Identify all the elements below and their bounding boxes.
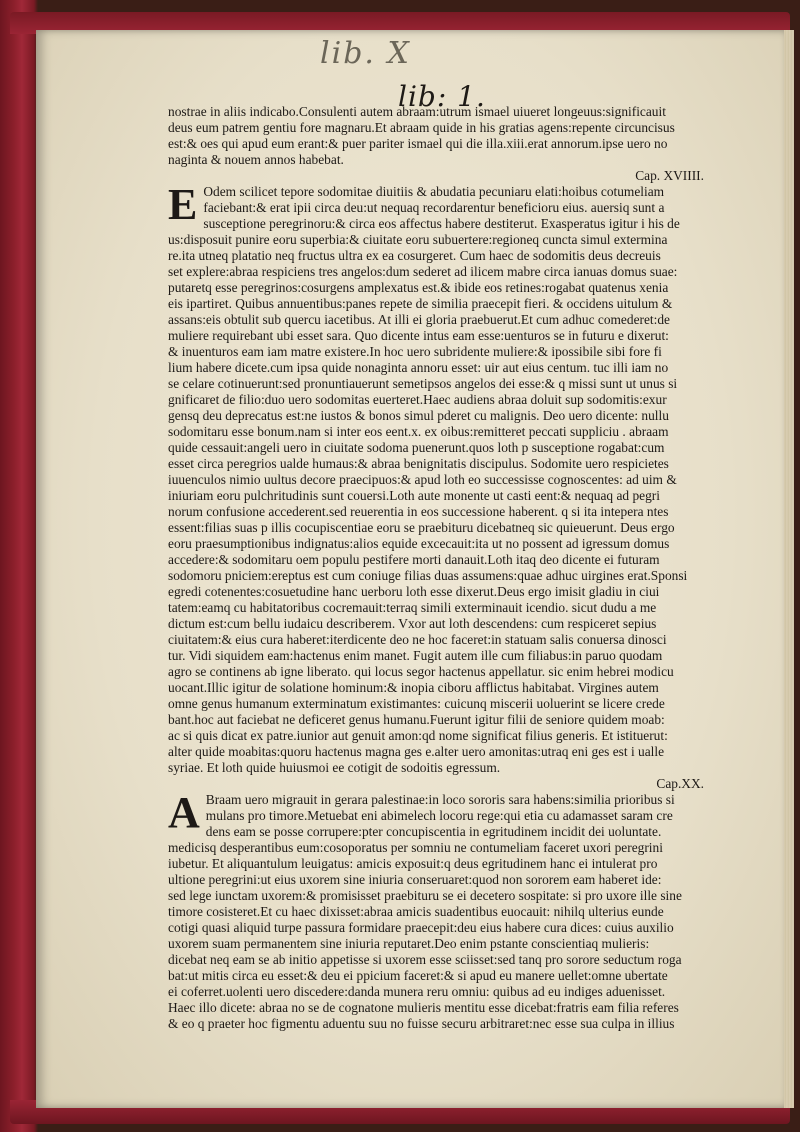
chapter-heading-19: Cap. XVIIII. <box>635 168 704 183</box>
chapter-heading-19-line <box>168 168 728 184</box>
text-line: & eo q praeter hoc figmentu aduentu suu no fuisse securu arbitraret:nec esse sua culpa in illius <box>168 1016 675 1031</box>
text-line: dictum est:cum bellu iudaicu describerem. Vxor aut loth descendens: cum respiceret sepius <box>168 616 657 631</box>
text-line: faciebant:& erat ipii circa deu:ut nequaq recordarentur beneficioru eius. auersiq sunt a <box>203 200 665 215</box>
text-block-1 <box>168 104 728 168</box>
text-line: susceptione peregrinoru:& circa eos affectus habere destiterut. Exasperatus igitur i his de <box>203 216 680 231</box>
text-line: dicebat neq eam se ab initio appetisse si uxorem esse sciisset:sed tanq pro sorore seductum roga <box>168 952 682 967</box>
text-line: gnificaret de filio:duo uero sodomitas euerteret.Haec audiens abraa doluit sup sodomitis:exur <box>168 392 667 407</box>
text-line: iuuenculos nimio uultus decore praecipuos:& apud loth eo successisse cognoscentes: ad uim & <box>168 472 677 487</box>
chapter-heading-20: Cap.XX. <box>656 776 704 791</box>
text-line: timore cosisteret.Et cu haec dixisset:abraa amicis suadentibus euocauit: nihilq ulterius eunde <box>168 904 664 919</box>
page-edges <box>784 30 794 1108</box>
page-text <box>168 104 728 1032</box>
text-line: re.ita utneq platatio neq fructus ultra ex ea cosurgeret. Cum haec de sodomitis deus decreuis <box>168 248 661 263</box>
text-line: uxorem suam permanentem sine iniuria reputaret.Deo enim pstante conscientiaq mulieris: <box>168 936 650 951</box>
text-line: tur. Vidi siquidem eam:hactenus enim manet. Fugit autem ille cum filiabus:in paruo quodam <box>168 648 663 663</box>
text-line: eis ipartiret. Quibus annuentibus:panes repete de similia praecepit fieri. & occidens uitulum & <box>168 296 673 311</box>
text-line: agro se continens ab igne liberato. qui locus segor hactenus appellatur. sic enim hebrei modicu <box>168 664 674 679</box>
text-line: tatem:eamq cu habitatoribus cocremauit:terraq simili exterminauit icendio. sicut dudu a me <box>168 600 657 615</box>
text-line: set explere:abraa respiciens tres angelos:dum sederet ad ilicem mabre circa ianuas domus suae: <box>168 264 678 279</box>
text-line: egredi cotenentes:cosuetudine hanc uerboru loth esse dixerut.Deus ergo imisit gladiu in ciui <box>168 584 660 599</box>
text-block-2 <box>168 180 728 776</box>
chapter-20-body <box>168 788 728 1032</box>
text-line: cotigi quasi aliquid turpe passura formidare praecepit:deu eius habere cura dices: cuius auxilio <box>168 920 674 935</box>
text-line: ac si quis dicat ex patre.iunior aut genuit amon:qd nome significat filius generis. Et istituerut: <box>168 728 668 743</box>
text-line: accedere:& sodomitaru oem populu pestifere morti danauit.Loth itaq deo dicente ei futuram <box>168 552 660 567</box>
text-line: iniuriam eoru pulchritudinis sunt couersi.Loth aute monente ut casti eent:& nequaq ad pegri <box>168 488 660 503</box>
text-line: sodomoru pniciem:ereptus est cum coniuge filias duas assumens:quae adhuc uirgines erat.Sponsi <box>168 568 688 583</box>
text-line: bant.hoc aut faciebat ne deficeret genus humanu.Fuerunt igitur filii de seniore quidem moab: <box>168 712 665 727</box>
folio-header: lib: 1. <box>398 80 486 113</box>
text-line: iubetur. Et aliquantulum leuigatus: amicis exposuit:q deus egritudinem hanc ei intulerat pro <box>168 856 658 871</box>
text-line: quide cessauit:angeli uero in ciuitate sodoma puenerunt.quos loth p susceptione rogabat:cum <box>168 440 665 455</box>
text-line: essent:filias suas p illis cocupiscentiae eoru se praebituru dicebatneq sic quieuerunt. Deus ergo <box>168 520 675 535</box>
text-line: norum confusione accederent.sed reuerentia in eos successione haberent. q si ita intepera ntes <box>168 504 669 519</box>
text-line: mulans pro timore.Metuebat eni abimelech locoru rege:qui etia cu adamasset saram cre <box>205 808 673 823</box>
text-line: us:disposuit punire eoru superbia:& ciuitate eoru subuertere:regioneq cuncta simul extermina <box>168 232 668 247</box>
text-line: lium habere dicete.cum ipsa quide nonaginta annoru esset: uir aut eius centum. tuc illi iam no <box>168 360 669 375</box>
text-line: esset circa peregrios ualde humaus:& abraa benignitatis discipulus. Sodomite uero respicietes <box>168 456 669 471</box>
text-block-3 <box>168 788 728 1032</box>
drop-cap-e: E <box>168 180 198 229</box>
handwritten-margin-note: lib. X <box>320 36 411 71</box>
text-line: dens eam se posse corrupere:pter concupiscentia in egritudinem incidit dei uoluntate. <box>205 824 662 839</box>
text-line: deus eum patrem gentiu fore magnaru.Et abraam quide in his gratias agens:repente circuncisus <box>168 120 675 135</box>
text-line: syriae. Et loth quide huiusmoi ee cotigit de sodoitis egressum. <box>168 760 501 775</box>
text-line: gensq deu deprecatus est:ne iustos & bonos simul pderet cu malignis. Deo uero dicente: nullu <box>168 408 669 423</box>
text-line: est:& oes qui apud eum erant:& puer pariter ismael qui die illa.xiii.erat annorum.ipse uero no <box>168 136 668 151</box>
text-line: sed lege iunctam uxorem:& promisisset praebituru se ei decetero sospitate: si pro uxore ille sine <box>168 888 682 903</box>
text-line: muliere requirebant ubi esset sara. Quo dicente intus eam esse:uenturos se in futuru e dixerut: <box>168 328 669 343</box>
text-line: se celare cotinuerunt:sed pronuntiauerunt semetipsos angelos dei esse:& q missi sunt ut unus si <box>168 376 678 391</box>
text-line: Odem scilicet tepore sodomitae diuitiis & abudatia pecuniaru elati:hoibus cotumeliam <box>203 184 665 199</box>
text-line: eoru praesumptionibus indignatus:alios equide excecauit:ita ut no possent ad igressum domus <box>168 536 670 551</box>
text-line: sodomitaru esse bonum.nam si inter eos eent.x. ex oibus:remitteret peccati suppliciu . abraam <box>168 424 669 439</box>
text-line: ei coferret.uolenti uero discedere:danda munera reru omniu: quibus ad eu indiges aduenisset. <box>168 984 666 999</box>
text-line: nostrae in aliis indicabo.Consulenti autem abraam:utrum ismael uiueret longeuus:significauit <box>168 104 666 119</box>
text-line: naginta & nouem annos habebat. <box>168 152 344 167</box>
text-line: alter quide moabitas:quoru hactenus magna ges e.alter uero amonitas:utraq eni ges est i ualle <box>168 744 665 759</box>
text-line: Haec illo dicete: abraa no se de cognatone mulieris mentitu esse dicebat:fratris eam filia referes <box>168 1000 679 1015</box>
chapter-heading-20-line <box>168 776 728 792</box>
text-line: bat:ut mitis circa eu esset:& deu ei ppicium faceret:& si apud eu manere uellet:omne ubertate <box>168 968 668 983</box>
text-line: ultione peregrini:ut eius uxorem sine iniuria conseruaret:quod non sororem eam haberet ide: <box>168 872 662 887</box>
text-line: putaretq esse peregrinos:cosurgens amplexatus est.& ibide eos retines:rogabat quatenus xenia <box>168 280 669 295</box>
text-line: assans:eis obtulit sub quercu iacetibus. At illi ei gloria praebuerut.Et cum adhuc comederet:de <box>168 312 670 327</box>
drop-cap-a: A <box>168 788 200 837</box>
text-line: omne genus humanum exterminatum existimantes: cuicunq miscerii uoluerint se licere crede <box>168 696 665 711</box>
text-line: & inuenturos eam iam matre existere.In hoc uero subridente muliere:& ipossibile sibi fore fi <box>168 344 662 359</box>
text-line: medicisq desperantibus eum:cosoporatus per somniu ne contumeliam faceret uxori peregrini <box>168 840 663 855</box>
text-line: uocant.Illic igitur de solatione hominum:& inopia ciboru afflictus habitabat. Virgines autem <box>168 680 659 695</box>
text-line: Braam uero migrauit in gerara palestinae:in loco sororis sara habens:similia prioribus si <box>205 792 675 807</box>
chapter-19-body <box>168 180 728 776</box>
text-line: ciuitatem:& eius cura haberet:iterdicente deo ne hoc faceret:in statuam salis conuersa dinosci <box>168 632 667 647</box>
